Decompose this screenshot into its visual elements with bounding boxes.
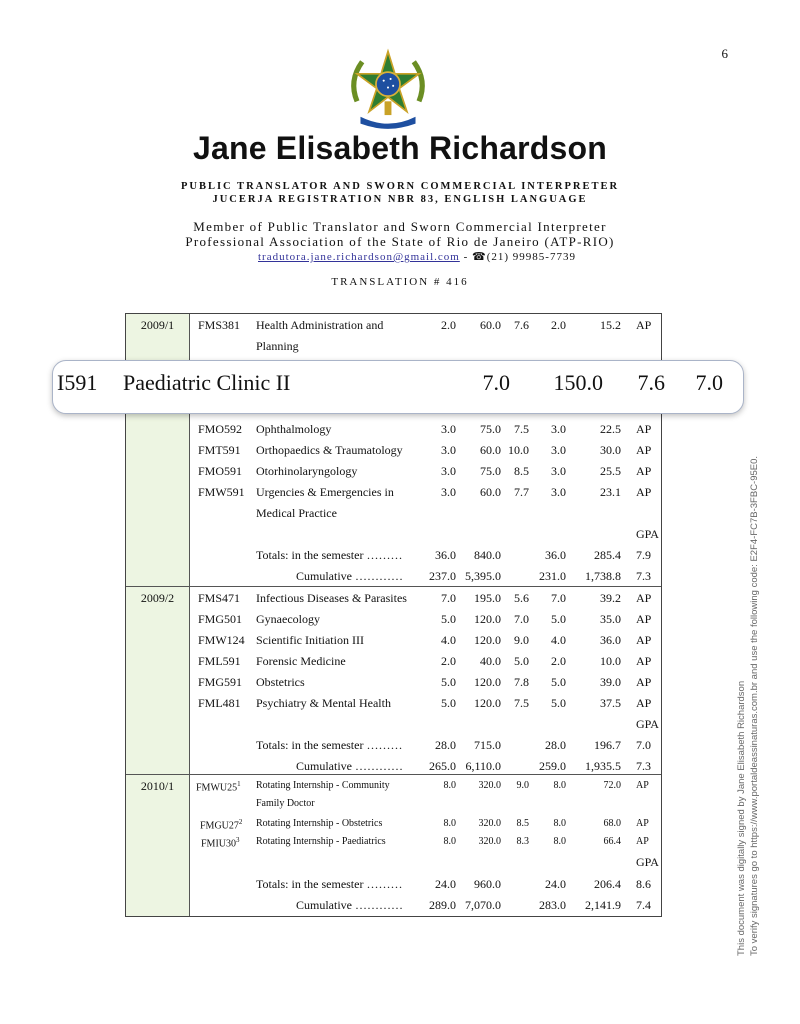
grade: 7.0 — [514, 612, 529, 626]
course-code-text: FMGU27 — [200, 820, 239, 832]
digital-signature-note — [735, 456, 761, 956]
credits-earned: 28.0 — [545, 738, 566, 752]
grade: 7.8 — [514, 675, 529, 689]
course-name: Infectious Diseases & Parasites — [256, 591, 407, 605]
status: AP — [636, 443, 652, 457]
course-code: FMG501 — [198, 612, 243, 626]
grade: 7.5 — [514, 696, 529, 710]
status: AP — [636, 612, 652, 626]
credits: 2.0 — [441, 318, 456, 332]
gpa-value: 7.9 — [636, 548, 651, 562]
credits: 7.0 — [441, 591, 456, 605]
gpa-header-row — [126, 855, 661, 875]
course-name: Urgencies & Emergencies in — [256, 485, 394, 499]
course-name: Medical Practice — [256, 506, 337, 520]
credits: 5.0 — [441, 612, 456, 626]
verification-line: To verify signatures go to https://www.portaldeassinaturas.com.br and use the following code: E2F4-FC7B-3FBC-95E0. — [749, 455, 760, 956]
status: AP — [636, 422, 652, 436]
table-row — [126, 591, 661, 611]
table-row — [126, 612, 661, 632]
status: AP — [636, 675, 652, 689]
course-name: Rotating Internship - Obstetrics — [256, 818, 383, 829]
credits-earned: 8.0 — [553, 780, 566, 791]
table-row — [126, 633, 661, 653]
course-code: FMW591 — [198, 485, 245, 499]
grade: 7.6 — [514, 318, 529, 332]
credits-earned: 36.0 — [545, 548, 566, 562]
hours: 715.0 — [474, 738, 501, 752]
hours: 7,070.0 — [465, 898, 501, 912]
course-code: FMS381 — [198, 318, 241, 332]
table-row — [126, 654, 661, 674]
course-code: FMS471 — [198, 591, 241, 605]
email-link[interactable]: tradutora.jane.richardson@gmail.com — [258, 251, 460, 263]
status: AP — [636, 591, 652, 605]
semester-totals-label: Totals: in the semester ……… — [256, 877, 403, 891]
grade-points: 206.4 — [594, 877, 621, 891]
course-name: Scientific Initiation III — [256, 633, 364, 647]
course-code-text: FMWU25 — [196, 782, 238, 794]
course-code: FML591 — [198, 654, 241, 668]
credits-earned: 4.0 — [551, 633, 566, 647]
grade-points: 1,935.5 — [585, 759, 621, 773]
gpa-label: GPA — [636, 527, 659, 541]
status: AP — [636, 696, 652, 710]
credits: 3.0 — [441, 422, 456, 436]
credits-earned: 231.0 — [539, 569, 566, 583]
credits: 36.0 — [435, 548, 456, 562]
gpa-value: 7.3 — [636, 569, 651, 583]
course-code: FMG591 — [198, 675, 243, 689]
credits-earned: 8.0 — [553, 836, 566, 847]
credits: 8.0 — [443, 780, 456, 791]
course-code: FMW124 — [198, 633, 245, 647]
credits: 8.0 — [443, 818, 456, 829]
grade-points: 25.5 — [600, 464, 621, 478]
course-name: Planning — [256, 339, 299, 353]
cumulative-label: Cumulative ………… — [296, 759, 403, 773]
grade-points: 285.4 — [594, 548, 621, 562]
credits-earned: 259.0 — [539, 759, 566, 773]
grade-points: 15.2 — [600, 318, 621, 332]
footnote-marker: 1 — [237, 780, 241, 788]
credits-earned: 7.0 — [551, 591, 566, 605]
credits-earned: 24.0 — [545, 877, 566, 891]
credits-earned: 3.0 — [551, 443, 566, 457]
hours: 320.0 — [478, 780, 501, 791]
grade: 5.0 — [514, 654, 529, 668]
table-row — [126, 485, 661, 505]
credits: 2.0 — [441, 654, 456, 668]
signature-line: This document was digitally signed by Jane Elisabeth Richardson — [736, 680, 747, 956]
phone-number: (21) 99985-7739 — [486, 251, 576, 263]
credits-earned: 3.0 — [551, 464, 566, 478]
course-name: Rotating Internship - Paediatrics — [256, 836, 386, 847]
registration-line: JUCERJA REGISTRATION NBR 83, ENGLISH LANGUAGE — [212, 194, 588, 205]
course-code: FMT591 — [198, 443, 241, 457]
magnified-row-overlay — [52, 360, 744, 414]
gpa-label: GPA — [636, 717, 659, 731]
table-row — [126, 422, 661, 442]
grade: 8.3 — [516, 836, 529, 847]
hours: 960.0 — [474, 877, 501, 891]
grade: 8.5 — [514, 464, 529, 478]
status: AP — [636, 654, 652, 668]
translation-number: TRANSLATION # 416 — [331, 276, 469, 288]
table-row — [126, 780, 661, 800]
contact-line — [258, 250, 576, 263]
hours: 60.0 — [480, 443, 501, 457]
grade-points: 39.0 — [600, 675, 621, 689]
credits-earned: 8.0 — [553, 818, 566, 829]
table-row — [126, 339, 661, 359]
magnified-credits-earned: 7.0 — [695, 370, 723, 395]
grade-points: 2,141.9 — [585, 898, 621, 912]
cumulative-totals-row — [126, 759, 661, 779]
course-code: FMO592 — [198, 422, 243, 436]
course-code: FMO591 — [198, 464, 243, 478]
grade-points: 68.0 — [603, 818, 621, 829]
credits-earned: 2.0 — [551, 654, 566, 668]
grade-points: 39.2 — [600, 591, 621, 605]
grade-points: 1,738.8 — [585, 569, 621, 583]
magnified-course-name: Paediatric Clinic II — [123, 370, 291, 395]
course-code — [196, 780, 241, 793]
hours: 120.0 — [474, 612, 501, 626]
magnified-credits: 7.0 — [482, 370, 510, 395]
course-name: Health Administration and — [256, 318, 384, 332]
grade-points: 66.4 — [603, 836, 621, 847]
grade: 10.0 — [508, 443, 529, 457]
hours: 120.0 — [474, 675, 501, 689]
hours: 60.0 — [480, 318, 501, 332]
semester-totals-row — [126, 548, 661, 568]
coat-of-arms-seal — [345, 48, 431, 134]
status: AP — [636, 633, 652, 647]
gpa-header-row — [126, 527, 661, 547]
credits: 3.0 — [441, 485, 456, 499]
status: AP — [636, 318, 652, 332]
status: AP — [636, 780, 649, 791]
table-row — [126, 506, 661, 526]
credits: 4.0 — [441, 633, 456, 647]
hours: 320.0 — [478, 836, 501, 847]
cumulative-label: Cumulative ………… — [296, 898, 403, 912]
hours: 75.0 — [480, 464, 501, 478]
grade: 5.6 — [514, 591, 529, 605]
course-name: Gynaecology — [256, 612, 320, 626]
grade-points: 72.0 — [603, 780, 621, 791]
credits: 24.0 — [435, 877, 456, 891]
credits: 8.0 — [443, 836, 456, 847]
credits-earned: 2.0 — [551, 318, 566, 332]
credits: 3.0 — [441, 464, 456, 478]
year-label: 2009/2 — [140, 591, 175, 605]
hours: 195.0 — [474, 591, 501, 605]
hours: 40.0 — [480, 654, 501, 668]
credits: 237.0 — [429, 569, 456, 583]
course-name: Rotating Internship - Community — [256, 780, 390, 791]
gpa-value: 7.0 — [636, 738, 651, 752]
grade-points: 37.5 — [600, 696, 621, 710]
credits-earned: 5.0 — [551, 675, 566, 689]
hours: 6,110.0 — [465, 759, 501, 773]
hours: 60.0 — [480, 485, 501, 499]
magnified-grade: 7.6 — [637, 370, 665, 395]
course-name: Forensic Medicine — [256, 654, 346, 668]
grade: 8.5 — [516, 818, 529, 829]
course-name: Obstetrics — [256, 675, 305, 689]
course-name: Family Doctor — [256, 798, 315, 809]
grade-points: 196.7 — [594, 738, 621, 752]
course-name: Otorhinolaryngology — [256, 464, 358, 478]
grade: 9.0 — [516, 780, 529, 791]
year-label: 2010/1 — [140, 779, 175, 793]
status: AP — [636, 464, 652, 478]
credits-earned: 5.0 — [551, 696, 566, 710]
credits: 5.0 — [441, 675, 456, 689]
translator-title: PUBLIC TRANSLATOR AND SWORN COMMERCIAL INTERPRETER — [180, 181, 620, 192]
credits: 28.0 — [435, 738, 456, 752]
table-row — [126, 443, 661, 463]
gpa-value: 8.6 — [636, 877, 651, 891]
course-code — [201, 836, 240, 849]
semester-totals-row — [126, 877, 661, 897]
course-code: FML481 — [198, 696, 241, 710]
hours: 120.0 — [474, 696, 501, 710]
grade-points: 23.1 — [600, 485, 621, 499]
credits: 265.0 — [429, 759, 456, 773]
credits-earned: 283.0 — [539, 898, 566, 912]
course-name: Ophthalmology — [256, 422, 332, 436]
footnote-marker: 2 — [238, 818, 243, 826]
credits-earned: 3.0 — [551, 422, 566, 436]
hours: 5,395.0 — [465, 569, 501, 583]
table-row — [126, 696, 661, 716]
semester-totals-label: Totals: in the semester ……… — [256, 738, 403, 752]
course-code — [200, 818, 242, 831]
credits: 289.0 — [429, 898, 456, 912]
credits-earned: 3.0 — [551, 485, 566, 499]
hours: 75.0 — [480, 422, 501, 436]
grade-points: 36.0 — [600, 633, 621, 647]
gpa-value: 7.3 — [636, 759, 651, 773]
gpa-header-row — [126, 717, 661, 737]
course-code-text: FMIU30 — [201, 838, 237, 850]
membership-line-1: Member of Public Translator and Sworn Commercial Interpreter — [193, 219, 607, 234]
membership-line-2: Professional Association of the State of Rio de Janeiro (ATP-RIO) — [185, 234, 615, 249]
cumulative-totals-row — [126, 898, 661, 918]
phone-icon: ☎ — [472, 251, 487, 263]
magnified-hours: 150.0 — [553, 370, 603, 395]
course-name: Psychiatry & Mental Health — [256, 696, 391, 710]
cumulative-totals-row — [126, 569, 661, 589]
credits: 5.0 — [441, 696, 456, 710]
table-row — [126, 818, 661, 838]
status: AP — [636, 485, 652, 499]
semester-totals-row — [126, 738, 661, 758]
grade: 7.5 — [514, 422, 529, 436]
table-row — [126, 798, 661, 818]
grade-points: 35.0 — [600, 612, 621, 626]
table-row — [126, 675, 661, 695]
table-row — [126, 318, 661, 338]
hours: 120.0 — [474, 633, 501, 647]
page-number: 6 — [721, 46, 728, 61]
grade-points: 10.0 — [600, 654, 621, 668]
hours: 320.0 — [478, 818, 501, 829]
grade-points: 30.0 — [600, 443, 621, 457]
status: AP — [636, 818, 649, 829]
year-label: 2009/1 — [140, 318, 175, 332]
gpa-label: GPA — [636, 855, 659, 869]
contact-separator: - — [459, 251, 472, 263]
course-name: Orthopaedics & Traumatology — [256, 443, 403, 457]
semester-totals-label: Totals: in the semester ……… — [256, 548, 403, 562]
footnote-marker: 3 — [236, 836, 240, 844]
magnified-course-code: I591 — [57, 370, 98, 395]
translator-name: Jane Elisabeth Richardson — [192, 130, 607, 166]
credits: 3.0 — [441, 443, 456, 457]
grade-points: 22.5 — [600, 422, 621, 436]
table-row — [126, 464, 661, 484]
gpa-value: 7.4 — [636, 898, 651, 912]
status: AP — [636, 836, 649, 847]
table-row — [126, 836, 661, 856]
cumulative-label: Cumulative ………… — [296, 569, 403, 583]
grade: 7.7 — [514, 485, 529, 499]
credits-earned: 5.0 — [551, 612, 566, 626]
grade: 9.0 — [514, 633, 529, 647]
hours: 840.0 — [474, 548, 501, 562]
